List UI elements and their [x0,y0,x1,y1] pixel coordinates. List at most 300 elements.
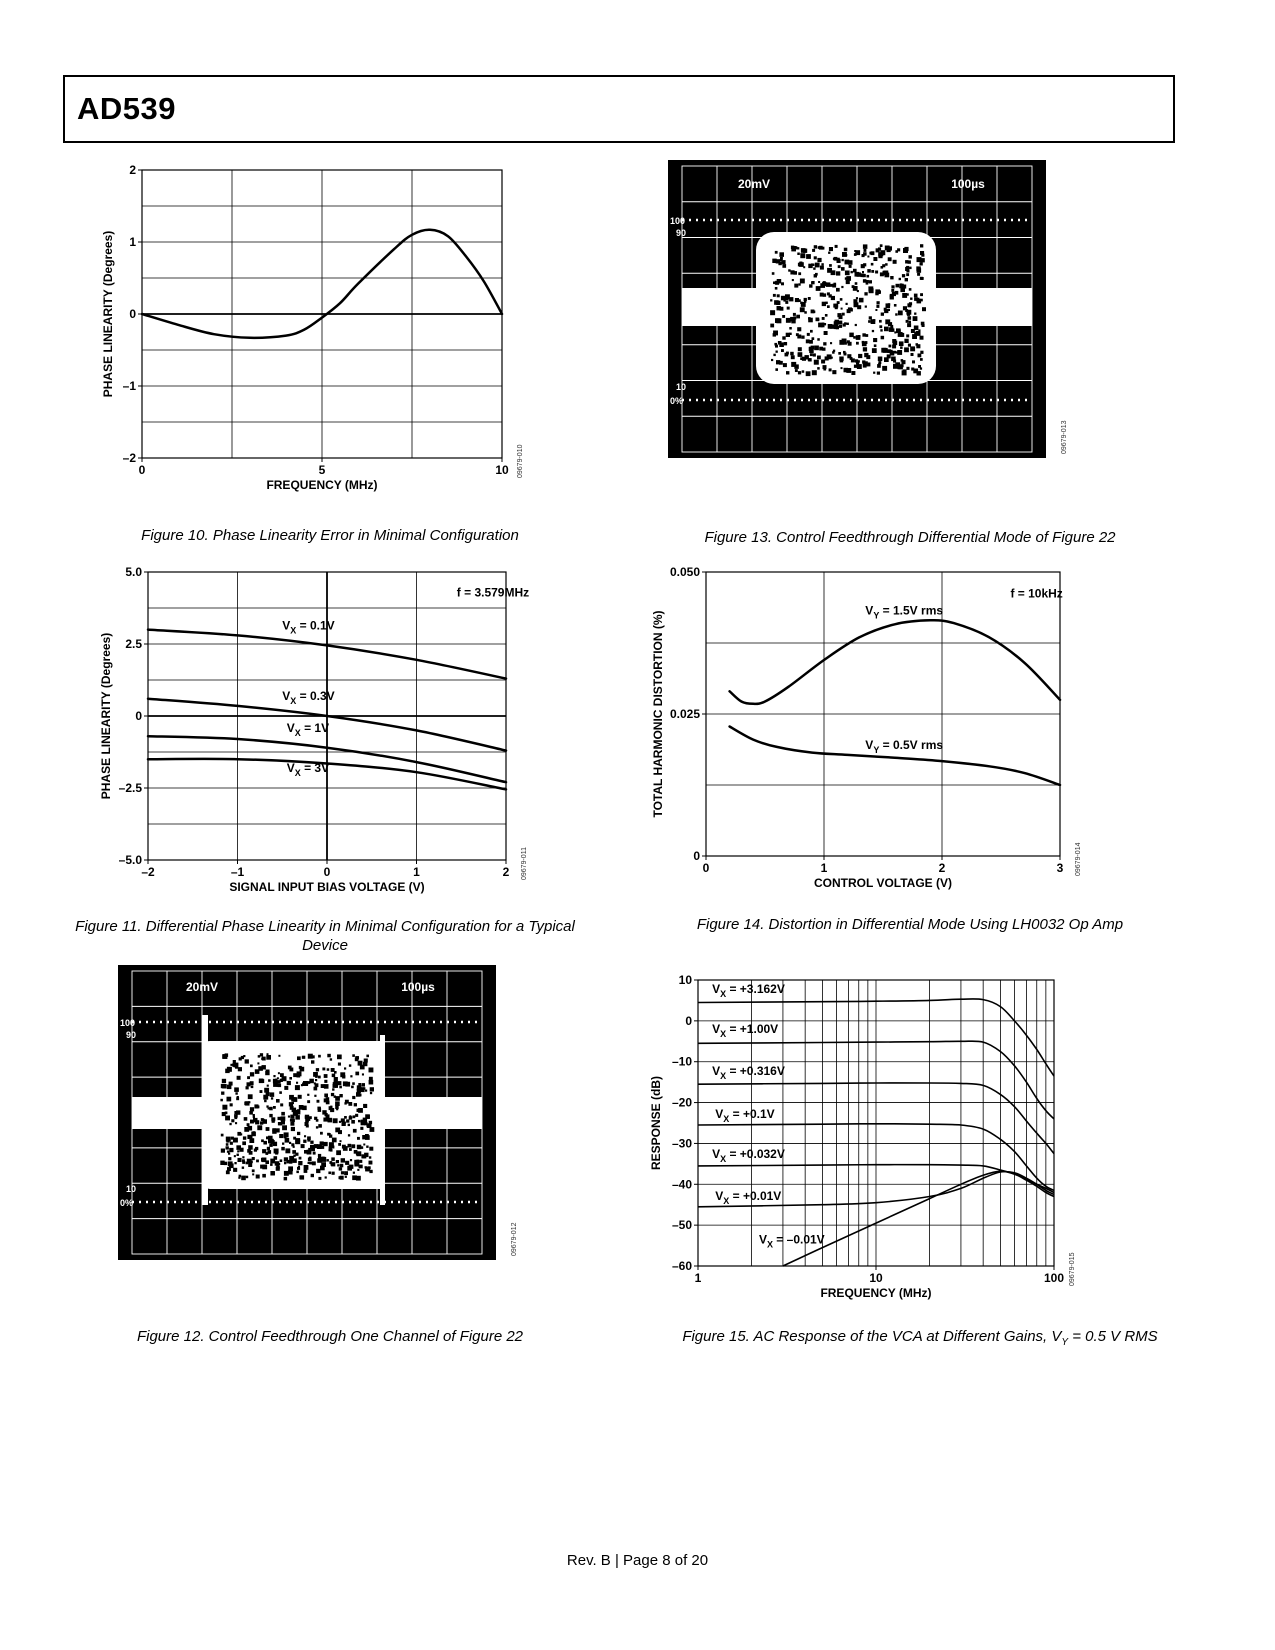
noise-speck [264,1100,267,1103]
noise-speck [844,322,846,324]
figure-15-caption-suffix: = 0.5 V RMS [1068,1328,1158,1345]
noise-speck [309,1162,312,1165]
x-tick-label: 1 [820,861,828,875]
noise-speck [876,305,879,308]
noise-speck [916,331,921,336]
series-line [783,1171,1054,1266]
noise-speck [821,360,825,364]
noise-speck [253,1114,255,1116]
noise-speck [782,264,786,268]
noise-speck [908,260,911,263]
y-tick-label: –60 [671,1259,692,1273]
x-axis-label: SIGNAL INPUT BIAS VOLTAGE (V) [229,880,425,894]
noise-speck [792,279,794,281]
noise-speck [267,1085,269,1087]
page-header [63,75,1175,143]
noise-speck [238,1158,242,1162]
noise-speck [776,360,780,364]
noise-speck [869,280,872,283]
noise-speck [920,293,923,296]
noise-speck [856,342,859,345]
noise-speck [801,336,804,339]
noise-speck [318,1108,322,1112]
figure-13-caption: Figure 13. Control Feedthrough Differential Mode of Figure 22 [704,529,1116,546]
figure-15 [649,968,1115,1308]
y-tick-label: 1 [129,235,136,249]
noise-speck [331,1093,334,1096]
noise-speck [899,278,901,280]
noise-speck [247,1123,250,1126]
noise-speck [260,1053,263,1056]
noise-speck [831,357,833,359]
noise-speck [820,266,824,270]
noise-speck [824,331,828,335]
noise-speck [312,1161,316,1165]
noise-speck [835,324,838,327]
noise-speck [233,1060,236,1063]
noise-speck [841,367,843,369]
noise-speck [786,352,789,355]
noise-speck [369,1147,373,1151]
noise-speck [838,352,841,355]
noise-speck [318,1154,321,1157]
noise-speck [262,1119,264,1121]
noise-speck [280,1103,283,1106]
noise-speck [295,1153,298,1156]
noise-speck [222,1079,226,1083]
noise-speck [344,1067,346,1069]
noise-speck [269,1107,273,1111]
noise-speck [867,363,871,367]
noise-speck [920,336,924,340]
noise-speck [900,283,902,285]
noise-speck [298,1095,302,1099]
noise-speck [364,1153,368,1157]
noise-speck [821,263,823,265]
noise-speck [270,1171,275,1176]
noise-speck [865,334,868,337]
noise-speck [256,1175,260,1179]
noise-speck [898,311,903,316]
noise-speck [260,1079,264,1083]
noise-speck [773,354,775,356]
noise-speck [267,1150,271,1154]
noise-speck [321,1157,326,1162]
noise-speck [284,1157,288,1161]
x-axis-label: CONTROL VOLTAGE (V) [814,876,952,890]
noise-speck [346,1119,349,1122]
noise-speck [880,250,885,255]
noise-speck [332,1172,335,1175]
y-tick-label: –1 [122,379,136,393]
noise-speck [329,1161,332,1164]
noise-speck [299,1157,302,1160]
annotation-label: $V_Y = 0.5V$ rms [865,738,944,756]
noise-speck [857,364,862,369]
noise-speck [817,356,821,360]
noise-speck [841,267,845,271]
figure-code: 09679-012 [511,1222,518,1256]
noise-speck [293,1073,297,1077]
figure-13 [668,160,1113,485]
noise-speck [237,1150,239,1152]
noise-speck [770,310,775,315]
noise-speck [358,1120,360,1122]
x-tick-label: –2 [141,865,155,879]
noise-speck [355,1056,358,1059]
noise-speck [813,353,816,356]
noise-speck [291,1097,296,1102]
noise-speck [268,1079,271,1082]
noise-speck [317,1158,322,1163]
noise-speck [226,1143,229,1146]
noise-speck [244,1102,248,1106]
noise-speck [848,307,852,311]
noise-speck [227,1151,229,1153]
figure-15-caption-prefix: Figure 15. AC Response of the VCA at Different Gains, V [682,1328,1062,1345]
noise-speck [327,1068,330,1071]
noise-speck [361,1121,366,1126]
noise-speck [335,1128,340,1133]
noise-speck [279,1134,283,1138]
noise-speck [918,329,920,331]
noise-speck [307,1094,309,1096]
noise-speck [327,1159,329,1161]
series-line [730,620,1060,704]
noise-speck [302,1056,305,1059]
figure-10-chart [100,160,540,505]
noise-speck [791,362,796,367]
noise-speck [869,252,872,255]
noise-speck [304,1165,309,1170]
noise-speck [336,1108,338,1110]
noise-speck [865,306,867,308]
noise-speck [247,1159,252,1164]
y-tick-label: 0 [693,849,700,863]
scope-marker-90: 90 [676,228,687,238]
noise-speck [782,315,785,318]
noise-speck [295,1085,300,1090]
noise-speck [808,317,811,320]
noise-speck [351,1144,355,1148]
noise-speck [902,293,907,298]
noise-speck [922,307,926,311]
noise-speck [278,1122,281,1125]
noise-speck [288,1170,293,1175]
noise-speck [228,1161,233,1166]
noise-speck [282,1143,284,1145]
noise-speck [917,273,920,276]
noise-speck [287,1081,291,1085]
noise-speck [350,1075,352,1077]
noise-speck [280,1073,284,1077]
noise-speck [266,1055,271,1060]
annotation-label: $V_X = 1V$ [286,720,330,738]
noise-speck [789,333,791,335]
noise-speck [314,1095,316,1097]
noise-speck [920,277,923,280]
noise-speck [874,344,877,347]
noise-speck [357,1109,360,1112]
noise-speck [777,294,780,297]
noise-speck [221,1149,225,1153]
annotation-label: f = 3.579MHz [456,585,530,600]
noise-speck [362,1073,364,1075]
noise-speck [355,1072,359,1076]
noise-speck [887,349,891,353]
noise-speck [268,1107,270,1109]
noise-speck [325,1176,327,1178]
noise-speck [367,1123,372,1128]
noise-speck [801,248,806,253]
noise-speck [339,1167,342,1170]
noise-speck [790,352,794,356]
noise-speck [875,309,877,311]
noise-speck [869,316,872,319]
noise-speck [362,1135,366,1139]
figure-10 [100,160,540,505]
noise-speck [862,341,865,344]
noise-speck [318,1124,322,1128]
noise-speck [332,1138,337,1143]
noise-speck [328,1118,333,1123]
noise-speck [882,366,887,371]
noise-speck [893,360,896,363]
x-tick-label: 0 [138,463,146,477]
noise-speck [898,332,903,337]
noise-speck [823,368,826,371]
noise-speck [246,1176,249,1179]
noise-speck [341,1171,344,1174]
noise-speck [837,301,840,304]
figure-11-chart [100,562,550,912]
noise-speck [846,276,851,281]
noise-speck [828,252,830,254]
figure-11-caption-line-1: Figure 11. Differential Phase Linearity in Minimal Configuration for a Typical [75,918,575,935]
noise-speck [829,264,832,267]
noise-speck [324,1074,328,1078]
noise-speck [324,1080,327,1083]
noise-speck [795,298,799,302]
noise-speck [869,288,874,293]
y-tick-label: 0 [685,1013,692,1028]
noise-speck [350,1159,352,1161]
noise-speck [797,335,801,339]
noise-speck [846,368,851,373]
y-axis-label: TOTAL HARMONIC DISTORTION (%) [651,610,665,818]
noise-speck [292,1102,294,1104]
noise-speck [829,247,833,251]
noise-speck [887,354,891,358]
noise-speck [844,248,848,252]
annotation-label: $V_X = +0.316V$ [712,1064,785,1082]
noise-speck [802,370,805,373]
noise-speck [903,369,907,373]
noise-speck [817,367,820,370]
noise-speck [354,1162,359,1167]
noise-speck [290,1122,294,1126]
y-tick-label: –50 [671,1218,692,1233]
noise-speck [867,269,871,273]
noise-speck [243,1136,246,1139]
noise-speck [888,257,892,261]
noise-speck [916,344,920,348]
y-tick-label: –30 [671,1136,692,1151]
noise-speck [800,307,805,312]
noise-speck [856,335,861,340]
noise-speck [809,340,813,344]
noise-speck [296,1171,299,1174]
noise-speck [275,1161,280,1166]
noise-speck [363,1087,366,1090]
noise-speck [849,265,852,268]
noise-speck [268,1140,272,1144]
noise-speck [304,1150,308,1154]
noise-speck [775,368,778,371]
noise-speck [296,1110,301,1115]
noise-speck [270,1092,275,1097]
noise-speck [770,324,774,328]
noise-speck [334,1077,338,1081]
noise-speck [803,266,805,268]
y-tick-label: 5.0 [125,565,142,579]
noise-speck [851,271,853,273]
noise-speck [269,1114,272,1117]
noise-speck [266,1127,270,1131]
noise-speck [335,1096,340,1101]
noise-speck [774,300,779,305]
noise-speck [871,263,874,266]
noise-speck [912,360,915,363]
noise-speck [897,365,902,370]
noise-speck [909,255,912,258]
y-tick-label: –40 [671,1177,692,1192]
noise-speck [335,1101,340,1106]
noise-speck [802,357,806,361]
noise-speck [352,1054,355,1057]
noise-speck [918,365,921,368]
noise-speck [775,281,779,285]
noise-speck [329,1147,333,1151]
noise-speck [822,317,825,320]
scope-time-per-div-label: 100µs [951,177,985,191]
noise-speck [230,1142,233,1145]
noise-speck [285,1138,290,1143]
noise-speck [908,344,911,347]
x-axis-label: FREQUENCY (MHz) [820,1286,932,1300]
page-footer: Rev. B | Page 8 of 20 [566,1552,709,1569]
figure-10-caption: Figure 10. Phase Linearity Error in Minimal Configuration [141,527,519,544]
noise-speck [303,1081,308,1086]
noise-speck [365,1090,367,1092]
noise-speck [340,1140,342,1142]
figure-code: 09679-014 [1075,842,1082,876]
noise-speck [840,298,843,301]
noise-speck [235,1088,239,1092]
noise-speck [878,247,881,250]
x-tick-label: –1 [230,865,245,879]
noise-speck [841,340,843,342]
noise-speck [895,291,899,295]
noise-speck [906,334,909,337]
noise-speck [354,1103,357,1106]
noise-speck [332,1088,334,1090]
noise-speck [336,1150,341,1155]
noise-speck [366,1146,368,1148]
noise-speck [242,1167,244,1169]
noise-speck [357,1089,361,1093]
noise-speck [267,1147,270,1150]
noise-speck [786,318,791,323]
noise-speck [798,347,802,351]
noise-speck [782,336,785,339]
annotation-label: $V_X = 0.3V$ [282,689,335,707]
noise-speck [304,1135,306,1137]
figure-15-chart [649,968,1115,1308]
noise-speck [862,333,865,336]
noise-speck [228,1157,231,1160]
noise-speck [909,321,911,323]
noise-speck [891,285,894,288]
noise-speck [827,268,832,273]
noise-speck [861,273,865,277]
noise-speck [812,370,817,375]
noise-speck [228,1153,230,1155]
noise-speck [362,1083,366,1087]
noise-speck [782,260,786,264]
noise-speck [851,371,855,375]
noise-speck [231,1119,234,1122]
noise-speck [777,306,781,310]
y-axis-label: RESPONSE (dB) [649,1075,663,1171]
noise-speck [313,1152,316,1155]
noise-speck [364,1059,368,1063]
noise-speck [798,272,801,275]
noise-speck [800,279,805,284]
noise-speck [914,294,918,298]
noise-speck [784,342,787,345]
noise-speck [847,323,849,325]
noise-speck [891,289,894,292]
noise-speck [875,292,878,295]
figure-code: 09679-013 [1061,420,1068,454]
noise-speck [815,273,818,276]
noise-speck [237,1154,239,1156]
noise-speck [339,1121,341,1123]
x-tick-label: 100 [1043,1271,1065,1285]
scope-marker-100: 100 [670,216,686,226]
noise-speck [909,302,912,305]
noise-speck [235,1122,237,1124]
noise-speck [224,1162,227,1165]
noise-speck [832,370,836,374]
noise-speck [868,320,871,323]
x-tick-label: 0 [702,861,710,875]
noise-speck [249,1138,254,1143]
noise-speck [341,1158,345,1162]
noise-speck [349,1165,353,1169]
noise-speck [814,256,817,259]
noise-speck [223,1054,228,1059]
noise-speck [343,1146,348,1151]
noise-speck [262,1174,266,1178]
noise-speck [273,1082,278,1087]
noise-speck [297,1132,300,1135]
noise-speck [862,254,865,257]
noise-speck [315,1083,319,1087]
noise-speck [826,282,831,287]
noise-speck [841,308,843,310]
